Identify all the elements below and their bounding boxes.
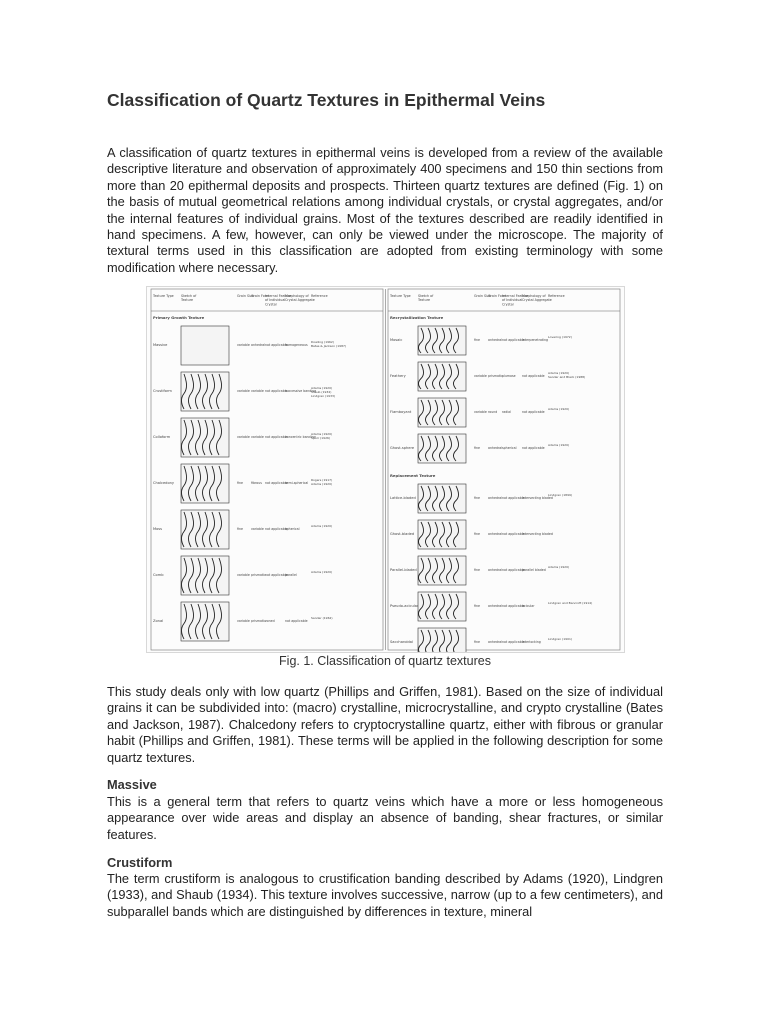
left-header-1: Sketch of <box>181 294 197 298</box>
left-row-type: Comb <box>153 573 164 577</box>
left-row-sketch <box>181 372 229 411</box>
right-row-internal: not applicable <box>502 338 525 342</box>
right-row-type: Saccharoidal <box>390 640 413 644</box>
left-row-ref: Shaub (1934) <box>311 390 332 394</box>
right-header-1: Texture <box>418 298 431 303</box>
left-header-0: Texture Type <box>153 294 174 298</box>
left-row-ref: Adams (1920) <box>311 524 333 528</box>
right-row-form: anhedral <box>488 604 503 608</box>
right-row-internal: not applicable <box>502 604 525 608</box>
right-row-size: variable <box>474 410 487 414</box>
right-row-morph: not applicable <box>522 410 545 414</box>
right-row-size: fine <box>474 532 480 536</box>
right-row-ref: Adams (1920) <box>548 407 570 411</box>
right-row-internal: not applicable <box>502 532 525 536</box>
left-row-size: variable <box>237 619 250 623</box>
left-row-ref: Adams (1920) <box>311 570 333 574</box>
right-row-morph: interpenetrating <box>522 338 549 342</box>
right-row-sketch <box>418 520 466 549</box>
right-row-ref: Lovering (1972) <box>548 335 572 339</box>
page-title: Classification of Quartz Textures in Epithermal Veins <box>107 90 546 110</box>
right-row-morph: intersecting bladed <box>522 496 553 500</box>
right-row-size: fine <box>474 568 480 572</box>
right-row-morph: parallel bladed <box>522 568 546 572</box>
left-row-morph: not applicable <box>285 619 308 623</box>
right-header-1: Sketch of <box>418 294 434 298</box>
right-row-type: Pseudo-acicular <box>390 604 419 608</box>
left-row-size: variable <box>237 435 250 439</box>
left-row-internal: not applicable <box>265 343 288 347</box>
right-row-morph: interlocking <box>522 640 541 644</box>
right-header-5: Crystal Aggregate <box>522 298 552 303</box>
right-header-0: Texture Type <box>390 294 411 298</box>
right-row-size: fine <box>474 640 480 644</box>
left-row-ref: Adams (1920) <box>311 432 333 436</box>
left-row-internal: not applicable <box>265 481 288 485</box>
right-row-ref: Adams (1920) <box>548 443 570 447</box>
left-header-4: Crystal <box>265 302 277 307</box>
left-row-ref: Bates & Jackson (1987) <box>311 344 347 348</box>
left-header-1: Texture <box>181 298 194 303</box>
right-row-form: anhedral <box>488 446 503 450</box>
left-row-ref: Adams (1920) <box>311 386 333 390</box>
left-row-sketch <box>181 510 229 549</box>
left-row-morph: spherical <box>285 527 300 531</box>
left-row-internal: not applicable <box>265 435 288 439</box>
left-header-4: Internal Feature <box>265 294 292 298</box>
figure-classification-table <box>146 286 625 653</box>
right-row-internal: not applicable <box>502 640 525 644</box>
left-row-sketch <box>181 326 229 365</box>
left-header-5: Crystal Aggregate <box>285 298 315 303</box>
left-row-type: Crustiform <box>153 389 172 393</box>
left-row-sketch <box>181 602 229 641</box>
left-row-type: Chalcedony <box>153 481 175 485</box>
right-header-4: Internal Feature <box>502 294 529 298</box>
right-header-3: Grain Form <box>488 294 507 298</box>
right-row-internal: not applicable <box>502 496 525 500</box>
left-row-internal: not applicable <box>265 389 288 393</box>
right-row-form: anhedral <box>488 338 503 342</box>
right-row-type: Flamboyant <box>390 410 412 414</box>
left-row-internal: not applicable <box>265 573 288 577</box>
left-row-ref: Adams (1920) <box>311 482 333 486</box>
left-row-size: variable <box>237 389 250 393</box>
left-row-morph: concentric banding <box>285 435 316 439</box>
right-row-type: Feathery <box>390 374 406 378</box>
right-row-internal: radial <box>502 410 512 414</box>
left-row-form: prismatic <box>251 619 266 623</box>
massive-paragraph: This is a general term that refers to quartz veins which have a more or less homogeneous appearance over wide areas and display an absence of banding, shear fractures, or similar features. <box>107 794 663 842</box>
left-row-size: fine <box>237 527 243 531</box>
left-row-morph: homogeneous <box>285 343 308 347</box>
left-row-ref: Spurr (1926) <box>311 436 331 440</box>
right-row-type: Parallel-bladed <box>390 568 417 572</box>
right-row-sketch <box>418 484 466 513</box>
right-row-internal: plumose <box>502 374 516 378</box>
left-row-ref: Lindgren (1933) <box>311 394 336 398</box>
right-group-label: Recrystallization Texture <box>390 315 444 320</box>
left-row-morph: successive banding <box>285 389 317 393</box>
right-row-ref: Sander and Black (1988) <box>548 375 586 379</box>
left-row-morph: semi-spherical <box>285 481 309 485</box>
left-row-morph: parallel <box>285 573 297 577</box>
right-header-5: Morphology of <box>522 294 546 298</box>
left-row-internal: not applicable <box>265 527 288 531</box>
right-row-sketch <box>418 398 466 427</box>
right-row-form: anhedral <box>488 496 503 500</box>
right-row-sketch <box>418 592 466 621</box>
right-row-ref: Adams (1920) <box>548 565 570 569</box>
left-header-5: Morphology of <box>285 294 309 298</box>
left-row-form: fibrous <box>251 481 262 485</box>
left-header-3: Grain Form <box>251 294 270 298</box>
right-row-size: fine <box>474 446 480 450</box>
left-row-sketch <box>181 464 229 503</box>
right-group2-label: Replacement Texture <box>390 473 436 478</box>
intro-paragraph: A classification of quartz textures in epithermal veins is developed from a review of the available descriptive literature and observation of approximately 400 specimens and 150 thin sections from more than 20 epithermal deposits and prospects. Thirteen quartz textures are defined (Fig. 1) on the basis of mutual geometrical relations among individual crystals, or crystal aggregates, and/or the internal features of individual grains. Most of the textures described are readily identified in hand specimens. A few, however, can only be viewed under the microscope. The majority of textural terms used in this classification are adopted from existing terminology with some modification where necessary. <box>107 145 663 275</box>
right-row-ref: Lindgren (1901) <box>548 637 573 641</box>
right-row-type: Mosaic <box>390 338 403 342</box>
right-row-morph: acicular <box>522 604 535 608</box>
section-heading-massive: Massive <box>107 777 157 792</box>
right-row-sketch <box>418 434 466 463</box>
left-row-type: Massive <box>153 343 168 347</box>
left-group-label: Primary Growth Texture <box>153 315 205 320</box>
quartz-types-paragraph: This study deals only with low quartz (Phillips and Griffen, 1981). Based on the size of individual grains it can be subdivided into: (macro) crystalline, microcrystalline, and crypto crystalline (Bates and Jackson, 1987). Chalcedony refers to cryptocrystalline quartz, either with fibrous or granular habit (Phillips and Griffen, 1981). These terms will be applied in the following description for some quartz textures. <box>107 684 663 765</box>
right-row-sketch <box>418 362 466 391</box>
right-row-morph: intersecting bladed <box>522 532 553 536</box>
right-row-type: Lattice-bladed <box>390 496 416 500</box>
right-row-ref: Adams (1920) <box>548 371 570 375</box>
right-row-type: Ghost-sphere <box>390 446 415 450</box>
right-row-size: variable <box>474 374 487 378</box>
left-row-ref: Dowling (1962) <box>311 340 335 344</box>
right-row-sketch <box>418 556 466 585</box>
right-row-size: fine <box>474 604 480 608</box>
right-header-4: Crystal <box>502 302 514 307</box>
section-heading-crustiform: Crustiform <box>107 855 173 870</box>
figure-svg <box>147 287 624 652</box>
left-row-form: prismatic <box>251 573 266 577</box>
left-header-2: Grain Size <box>237 294 254 298</box>
right-row-size: fine <box>474 338 480 342</box>
right-row-ref: Lindgren and Bancroft (1914) <box>548 601 593 605</box>
right-row-morph: not applicable <box>522 446 545 450</box>
right-row-internal: not applicable <box>502 568 525 572</box>
left-row-form: variable <box>251 527 264 531</box>
right-row-ref: Lindgren (1899) <box>548 493 573 497</box>
left-row-form: variable <box>251 435 264 439</box>
crustiform-paragraph: The term crustiform is analogous to crustification banding described by Adams (1920), Lindgren (1933), and Shaub (1934). This texture involves successive, narrow (up to a few centimeters), and subparallel bands which are distinguished by differences in texture, mineral <box>107 871 663 919</box>
right-row-size: fine <box>474 496 480 500</box>
right-row-form: anhedral <box>488 640 503 644</box>
left-row-ref: Sander (1962) <box>311 616 333 620</box>
left-row-type: Colloform <box>153 435 171 439</box>
right-header-6: Reference <box>548 294 565 298</box>
left-header-6: Reference <box>311 294 328 298</box>
right-row-morph: not applicable <box>522 374 545 378</box>
right-row-type: Ghost-bladed <box>390 532 415 536</box>
left-row-size: variable <box>237 573 250 577</box>
right-header-4: of Individual <box>502 298 523 303</box>
left-row-sketch <box>181 556 229 595</box>
left-header-4: of Individual <box>265 298 286 303</box>
right-row-form: prismatic <box>488 374 503 378</box>
right-row-internal: spherical <box>502 446 517 450</box>
right-row-form: anhedral <box>488 568 503 572</box>
right-row-form: anhedral <box>488 532 503 536</box>
right-row-form: round <box>488 410 498 414</box>
left-row-type: Zonal <box>153 619 164 623</box>
left-row-type: Moss <box>153 527 163 531</box>
left-row-size: variable <box>237 343 250 347</box>
left-row-form: anhedral <box>251 343 266 347</box>
left-row-ref: Rogers (1917) <box>311 478 333 482</box>
left-row-size: fine <box>237 481 243 485</box>
right-header-2: Grain Size <box>474 294 491 298</box>
left-row-internal: zoned <box>265 619 275 623</box>
left-row-sketch <box>181 418 229 457</box>
right-row-sketch <box>418 326 466 355</box>
figure-caption: Fig. 1. Classification of quartz textures <box>279 654 491 668</box>
left-row-form: variable <box>251 389 264 393</box>
